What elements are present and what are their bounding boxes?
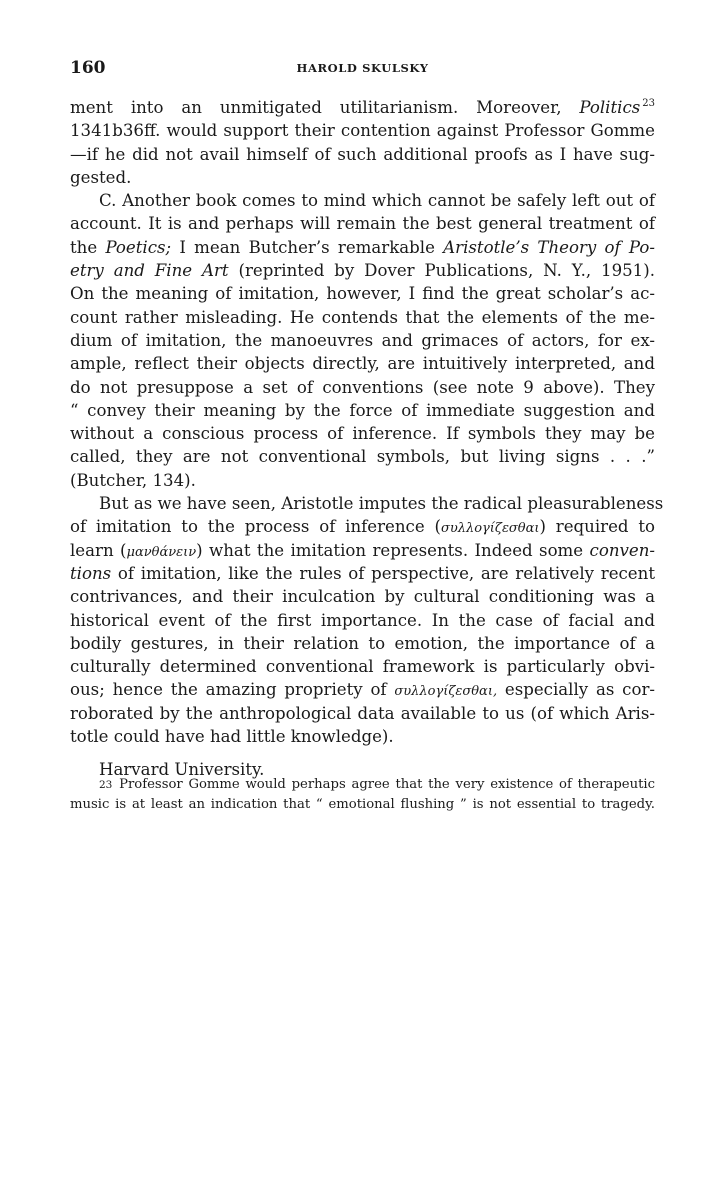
italic-title: etry and Fine Art — [70, 261, 229, 281]
text-line — [70, 236, 655, 259]
text-run: I mean Butcher’s remarkable — [171, 237, 444, 257]
text-line: historical event of the first importance. In the case of facial and — [70, 610, 655, 630]
text-line — [70, 96, 655, 119]
greek-word: συλλογίζεσθαι, — [394, 684, 498, 700]
italic-title: Aristotle’s Theory of Po- — [443, 237, 656, 257]
running-head: HAROLD SKULSKY — [296, 61, 429, 75]
text-line: totle could have had little knowledge). — [70, 727, 394, 747]
text-line: gested. — [70, 167, 132, 187]
text-line: called, they are not conventional symbols, but living signs . . .” — [70, 447, 655, 467]
text-line: contrivances, and their inculcation by cultural conditioning was a — [70, 587, 655, 607]
text-line: culturally determined conventional framework is particularly obvi- — [70, 657, 655, 677]
text-run: learn ( — [70, 540, 127, 560]
text-line: account. It is and perhaps will remain the best general treatment of — [70, 214, 655, 234]
page-number: 160 — [70, 58, 106, 78]
text-line: bodily gestures, in their relation to emotion, the importance of a — [70, 633, 655, 653]
text-line: 1341b36ff. would support their contention against Professor Gomme — [70, 121, 655, 141]
text-line — [70, 515, 655, 538]
footnote-mark: 23 — [99, 779, 113, 791]
text-line: do not presuppose a set of conventions (see note 9 above). They — [70, 377, 655, 397]
text-run: ment into an unmitigated utilitarianism. Moreover, — [70, 98, 580, 117]
text-run: (reprinted by Dover Publications, N. Y., 1951). — [228, 261, 655, 281]
text-line: (Butcher, 134). — [70, 470, 196, 490]
text-line: count rather misleading. He contends that the elements of the me- — [70, 307, 655, 327]
text-run: ) what the imitation represents. Indeed some — [196, 540, 590, 560]
body-text — [70, 96, 664, 784]
text-line: “ convey their meaning by the force of immediate suggestion and — [70, 400, 655, 420]
text-line: dium of imitation, the manoeuvres and grimaces of actors, for ex- — [70, 330, 655, 350]
footnote-reference: 23 — [642, 98, 655, 109]
text-line: On the meaning of imitation, however, I find the great scholar’s ac- — [70, 284, 655, 304]
text-line: without a conscious process of inference. If symbols they may be — [70, 424, 655, 444]
text-line: ample, reflect their objects directly, are intuitively interpreted, and — [70, 354, 655, 374]
italic-term: tions — [70, 563, 112, 583]
text-run: of imitation, like the rules of perspective, are relatively recent — [111, 563, 655, 583]
text-line — [70, 539, 655, 562]
text-run: ) required to — [539, 517, 655, 537]
italic-term: conven- — [589, 540, 655, 560]
footnote-line — [70, 775, 655, 795]
text-run: Professor Gomme would perhaps agree that the very existence of therapeutic — [119, 777, 655, 792]
text-run: the — [70, 237, 106, 257]
text-run: of imitation to the process of inference ( — [70, 517, 441, 537]
text-line — [70, 562, 655, 585]
italic-title: Politics — [579, 98, 641, 117]
text-line: —if he did not avail himself of such additional proofs as I have sug- — [70, 144, 655, 164]
text-line: roborated by the anthropological data available to us (of which Aris- — [70, 703, 655, 723]
affiliation-signoff: Harvard University. — [99, 760, 265, 780]
italic-title: Poetics; — [105, 237, 172, 257]
text-line: C. Another book comes to mind which cannot be safely left out of — [99, 191, 655, 211]
text-line — [70, 259, 655, 282]
text-line: But as we have seen, Aristotle imputes the radical pleasurableness — [99, 494, 664, 514]
page-header — [70, 58, 655, 82]
text-run: especially as cor- — [497, 680, 655, 700]
greek-word: μανθάνειν — [126, 544, 197, 560]
text-run: ous; hence the amazing propriety of — [70, 680, 395, 700]
footnote — [70, 775, 655, 816]
text-line — [70, 678, 655, 701]
greek-word: συλλογίζεσθαι — [440, 521, 540, 537]
footnote-line: music is at least an indication that “ emotional flushing ” is not essential to tragedy. — [70, 797, 655, 813]
